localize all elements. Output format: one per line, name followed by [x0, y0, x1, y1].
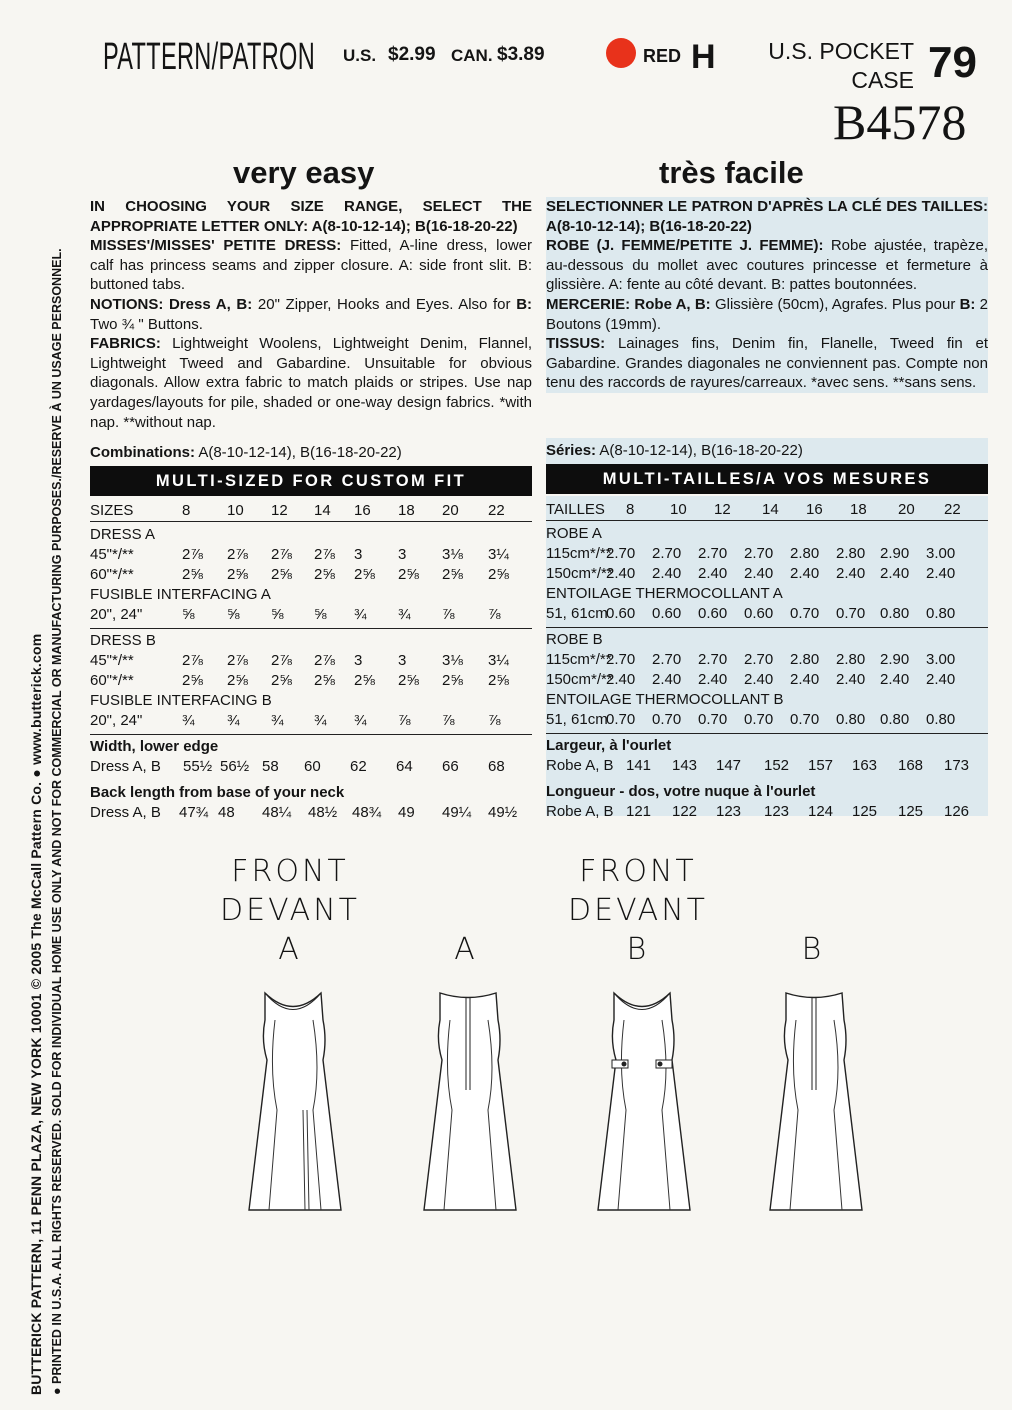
- width-header: [90, 738, 532, 758]
- us-label: U.S.: [343, 46, 377, 65]
- table-cell: 3¼: [488, 546, 509, 563]
- table-row: [90, 566, 532, 586]
- table-cell: 0.80: [880, 605, 910, 622]
- table-cell: 0.70: [606, 711, 636, 728]
- table-cell: ⅝: [314, 606, 327, 623]
- row-label: ENTOILAGE THERMOCOLLANT A: [546, 585, 783, 602]
- table-cell: 3: [398, 546, 407, 563]
- table-cell: ⅝: [182, 606, 195, 623]
- width-row: [546, 757, 988, 777]
- table-row: [90, 526, 532, 546]
- row-label: ROBE B: [546, 631, 603, 648]
- table-cell: 163: [852, 757, 878, 774]
- table-row: [546, 565, 988, 585]
- sizes-label: TAILLES: [546, 501, 605, 518]
- table-cell: 2.40: [836, 565, 866, 582]
- row-label: 20", 24": [90, 712, 143, 729]
- table-cell: 68: [488, 758, 505, 775]
- table-cell: ⅝: [227, 606, 240, 623]
- row-label: DRESS B: [90, 632, 156, 649]
- size-header: 12: [714, 501, 731, 518]
- table-cell: ⅞: [442, 606, 455, 623]
- series-fr: Séries: A(8-10-12-14), B(16-18-20-22): [546, 442, 803, 459]
- table-divider: [90, 734, 532, 735]
- title-english: very easy: [233, 155, 375, 190]
- table-cell: 2⅝: [354, 566, 375, 583]
- table-row: [90, 586, 532, 606]
- table-cell: 0.80: [836, 711, 866, 728]
- dress-a-front-illustration: [245, 990, 345, 1215]
- table-cell: 122: [672, 803, 698, 820]
- table-cell: 2⅞: [182, 546, 203, 563]
- row-label: 20", 24": [90, 606, 143, 623]
- row-label: Robe A, B: [546, 803, 614, 820]
- back-header: [90, 784, 532, 804]
- table-cell: 2.90: [880, 545, 910, 562]
- english-description: [90, 197, 532, 432]
- us-price: $2.99: [388, 44, 436, 65]
- size-header: 16: [806, 501, 823, 518]
- table-cell: 123: [716, 803, 742, 820]
- back-header: [546, 783, 988, 803]
- table-cell: 126: [944, 803, 970, 820]
- table-cell: 2.40: [606, 565, 636, 582]
- table-cell: 0.70: [652, 711, 682, 728]
- table-cell: 2⅞: [227, 546, 248, 563]
- table-cell: 2.80: [836, 545, 866, 562]
- table-cell: 2⅞: [271, 546, 292, 563]
- french-description: [546, 197, 988, 393]
- table-divider: [90, 521, 532, 522]
- size-header: 14: [762, 501, 779, 518]
- row-label: Dress A, B: [90, 804, 161, 821]
- table-cell: 60: [304, 758, 321, 775]
- table-cell: 2.40: [790, 671, 820, 688]
- pocket-number: 79: [928, 38, 977, 87]
- row-label: 150cm*/**: [546, 671, 613, 688]
- dress-description: MISSES'/MISSES' PETITE DRESS: Fitted, A-line dress, lower calf has princess seams and zipper closure. A: side front slit. B: buttoned tabs.: [90, 237, 532, 294]
- size-header: 8: [626, 501, 635, 518]
- table-cell: ⅝: [271, 606, 284, 623]
- table-row: [90, 606, 532, 626]
- table-cell: 2⅝: [182, 672, 203, 689]
- rights-line: ● PRINTED IN U.S.A. ALL RIGHTS RESERVED. SOLD FOR INDIVIDUAL HOME USE ONLY AND NOT FOR COMMERCIAL OR MANUFACTURING PURPOSES./RESERVE À UN USAGE PERSONNEL.: [50, 248, 64, 1395]
- table-cell: ¾: [182, 712, 195, 729]
- row-label: 60"*/**: [90, 566, 134, 583]
- back-row: [546, 803, 988, 823]
- table-cell: 2⅝: [271, 672, 292, 689]
- row-label: Dress A, B: [90, 758, 161, 775]
- table-cell: 2.40: [744, 565, 774, 582]
- table-cell: 124: [808, 803, 834, 820]
- table-cell: 143: [672, 757, 698, 774]
- width-label: Largeur, à l'ourlet: [546, 737, 672, 754]
- table-cell: 121: [626, 803, 652, 820]
- table-cell: 2.40: [652, 671, 682, 688]
- table-cell: 49½: [488, 804, 518, 821]
- table-cell: 157: [808, 757, 834, 774]
- table-cell: 125: [898, 803, 924, 820]
- front-label-a: FRONT DEVANT A: [220, 854, 360, 967]
- row-label: 45"*/**: [90, 546, 134, 563]
- table-cell: 58: [262, 758, 279, 775]
- table-cell: 3: [354, 652, 363, 669]
- size-header: 16: [354, 502, 371, 519]
- pattern-label: PATTERN/PATRON: [103, 36, 316, 78]
- table-cell: 2.40: [880, 565, 910, 582]
- table-cell: ¾: [398, 606, 411, 623]
- notions-fr: MERCERIE: Robe A, B: Glissière (50cm), Agrafes. Plus pour B: 2 Boutons (19mm).: [546, 295, 989, 333]
- table-cell: ¾: [354, 712, 367, 729]
- front-label-b: FRONT DEVANT B: [568, 854, 708, 967]
- table-cell: 66: [442, 758, 459, 775]
- size-header: 18: [850, 501, 867, 518]
- size-header: 22: [944, 501, 961, 518]
- dress-a-back-illustration: [420, 990, 520, 1215]
- table-cell: 3.00: [926, 545, 956, 562]
- row-label: FUSIBLE INTERFACING A: [90, 586, 271, 603]
- row-label: DRESS A: [90, 526, 156, 543]
- size-header: 12: [271, 502, 288, 519]
- sizes-row: [546, 501, 988, 521]
- table-cell: ¾: [271, 712, 284, 729]
- table-cell: 152: [764, 757, 790, 774]
- table-cell: 173: [944, 757, 970, 774]
- table-row: [90, 546, 532, 566]
- table-divider: [546, 733, 988, 734]
- table-row: [90, 712, 532, 732]
- table-cell: ⅞: [488, 606, 501, 623]
- table-cell: 0.80: [926, 711, 956, 728]
- table-cell: 2.40: [836, 671, 866, 688]
- table-row: [90, 652, 532, 672]
- table-cell: 2.40: [744, 671, 774, 688]
- pocket-line1: U.S. POCKET: [768, 38, 914, 64]
- table-cell: 123: [764, 803, 790, 820]
- table-cell: 2.40: [926, 565, 956, 582]
- combinations: Combinations: A(8-10-12-14), B(16-18-20-22): [90, 444, 402, 461]
- fabrics-fr: TISSUS: Lainages fins, Denim fin, Flanelle, Tweed fin et Gabardine. Grandes diagonales ne conviennent pas. Compte non tenu des raccords de rayures/carreaux. *avec sens. **sans sens.: [546, 335, 988, 392]
- table-row: [546, 631, 988, 651]
- row-label: 51, 61cm: [546, 711, 608, 728]
- table-cell: 49¼: [442, 804, 472, 821]
- table-row: [546, 691, 988, 711]
- table-cell: ¾: [354, 606, 367, 623]
- table-cell: 2.70: [606, 651, 636, 668]
- back-label: Back length from base of your neck: [90, 784, 345, 801]
- table-row: [546, 585, 988, 605]
- table-cell: 0.60: [698, 605, 728, 622]
- table-cell: 48: [218, 804, 235, 821]
- size-header: 18: [398, 502, 415, 519]
- table-cell: 2.80: [790, 651, 820, 668]
- back-label-a: A: [454, 932, 478, 967]
- width-row: [90, 758, 532, 778]
- table-cell: ¾: [227, 712, 240, 729]
- table-cell: 2⅝: [314, 566, 335, 583]
- table-cell: 2⅝: [442, 566, 463, 583]
- table-cell: 2⅝: [227, 672, 248, 689]
- size-header: 22: [488, 502, 505, 519]
- table-cell: 2⅝: [314, 672, 335, 689]
- color-code: RED: [643, 46, 682, 66]
- table-cell: 2.70: [652, 545, 682, 562]
- table-cell: 168: [898, 757, 924, 774]
- table-cell: 2.40: [698, 565, 728, 582]
- table-cell: 3⅛: [442, 652, 463, 669]
- table-row: [90, 672, 532, 692]
- size-letter: H: [691, 38, 716, 76]
- table-cell: 55½: [183, 758, 213, 775]
- table-cell: ¾: [314, 712, 327, 729]
- table-cell: 2⅞: [314, 652, 335, 669]
- table-cell: 0.60: [652, 605, 682, 622]
- table-row: [546, 545, 988, 565]
- table-cell: 2.40: [790, 565, 820, 582]
- back-row: [90, 804, 532, 824]
- band-english: MULTI-SIZED FOR CUSTOM FIT: [90, 466, 532, 496]
- size-header: 14: [314, 502, 331, 519]
- table-cell: 3: [398, 652, 407, 669]
- table-row: [546, 711, 988, 731]
- sizes-row: [90, 502, 532, 522]
- table-cell: 2.90: [880, 651, 910, 668]
- row-label: 60"*/**: [90, 672, 134, 689]
- table-cell: 2⅝: [182, 566, 203, 583]
- pattern-number: B4578: [833, 94, 967, 150]
- back-label-b: B: [801, 932, 825, 967]
- size-header: 8: [182, 502, 191, 519]
- row-label: 115cm*/**: [546, 651, 612, 668]
- pocket-line2: CASE: [851, 67, 914, 93]
- size-intro-fr: SELECTIONNER LE PATRON D'APRÈS LA CLÉ DES TAILLES: A(8-10-12-14); B(16-18-20-22): [546, 198, 988, 235]
- table-divider: [546, 627, 988, 628]
- sizes-label: SIZES: [90, 502, 134, 519]
- table-cell: 0.70: [790, 605, 820, 622]
- table-cell: 48¾: [352, 804, 382, 821]
- table-cell: 56½: [220, 758, 250, 775]
- table-cell: 0.60: [606, 605, 636, 622]
- table-cell: 0.60: [744, 605, 774, 622]
- width-header: [546, 737, 988, 757]
- table-cell: 2⅝: [227, 566, 248, 583]
- table-cell: 2.40: [606, 671, 636, 688]
- table-cell: 2.70: [744, 651, 774, 668]
- can-label: CAN.: [451, 46, 493, 65]
- table-row: [546, 605, 988, 625]
- table-cell: 2.80: [790, 545, 820, 562]
- table-row: [546, 651, 988, 671]
- pocket-case: [754, 37, 914, 95]
- table-cell: 0.70: [744, 711, 774, 728]
- row-label: FUSIBLE INTERFACING B: [90, 692, 272, 709]
- table-cell: 3¼: [488, 652, 509, 669]
- table-cell: 2.40: [926, 671, 956, 688]
- table-cell: 62: [350, 758, 367, 775]
- table-cell: 49: [398, 804, 415, 821]
- table-divider: [90, 628, 532, 629]
- fabrics: FABRICS: Lightweight Woolens, Lightweight Denim, Flannel, Lightweight Tweed and Gabardine. Unsuitable for obvious diagonals. Allow extra fabric to match plaids or stripes. Use nap yardages/layouts for pile, shaded or one-way design fabrics. *with nap. **without nap.: [90, 335, 532, 431]
- size-header: 10: [670, 501, 687, 518]
- table-cell: 2⅝: [398, 566, 419, 583]
- table-cell: 0.70: [790, 711, 820, 728]
- table-cell: 2.70: [698, 545, 728, 562]
- table-cell: 2⅞: [314, 546, 335, 563]
- table-cell: 2⅞: [182, 652, 203, 669]
- can-price: $3.89: [497, 44, 545, 65]
- size-header: 20: [898, 501, 915, 518]
- width-label: Width, lower edge: [90, 738, 219, 755]
- table-cell: 2.70: [744, 545, 774, 562]
- table-cell: 3⅛: [442, 546, 463, 563]
- table-cell: 47¾: [179, 804, 209, 821]
- table-cell: 0.70: [698, 711, 728, 728]
- dress-b-front-illustration: [594, 990, 694, 1215]
- table-cell: 0.80: [926, 605, 956, 622]
- table-cell: 2.70: [698, 651, 728, 668]
- table-cell: 0.80: [880, 711, 910, 728]
- table-divider: [546, 520, 988, 521]
- table-cell: 2⅞: [227, 652, 248, 669]
- table-cell: 2.40: [652, 565, 682, 582]
- table-cell: 2⅝: [488, 566, 509, 583]
- table-cell: 3.00: [926, 651, 956, 668]
- table-cell: ⅞: [398, 712, 411, 729]
- back-label: Longueur - dos, votre nuque à l'ourlet: [546, 783, 816, 800]
- table-cell: 2.80: [836, 651, 866, 668]
- row-label: 150cm*/**: [546, 565, 613, 582]
- row-label: ROBE A: [546, 525, 602, 542]
- table-cell: 125: [852, 803, 878, 820]
- row-label: 45"*/**: [90, 652, 134, 669]
- row-label: 51, 61cm: [546, 605, 608, 622]
- notions: NOTIONS: Dress A, B: 20" Zipper, Hooks and Eyes. Also for B: Two ¾ " Buttons.: [90, 295, 533, 333]
- sidebar: [18, 140, 78, 1400]
- table-row: [90, 632, 532, 652]
- table-cell: 2.70: [652, 651, 682, 668]
- row-label: Robe A, B: [546, 757, 614, 774]
- table-row: [90, 692, 532, 712]
- title-french: très facile: [659, 155, 804, 190]
- table-cell: 2⅝: [354, 672, 375, 689]
- row-label: ENTOILAGE THERMOCOLLANT B: [546, 691, 784, 708]
- table-cell: 48¼: [262, 804, 292, 821]
- table-cell: 3: [354, 546, 363, 563]
- table-cell: 2⅝: [488, 672, 509, 689]
- band-french: MULTI-TAILLES/A VOS MESURES: [546, 464, 988, 494]
- publisher-line: BUTTERICK PATTERN, 11 PENN PLAZA, NEW YORK 10001 © 2005 The McCall Pattern Co. ● www.butterick.com: [28, 633, 44, 1395]
- table-cell: 2⅝: [271, 566, 292, 583]
- size-header: 10: [227, 502, 244, 519]
- table-cell: 2.70: [606, 545, 636, 562]
- table-row: [546, 671, 988, 691]
- size-intro: IN CHOOSING YOUR SIZE RANGE, SELECT THE APPROPRIATE LETTER ONLY: A(8-10-12-14); B(16-18-20-22): [90, 198, 532, 235]
- dress-b-back-illustration: [766, 990, 866, 1215]
- table-cell: 2⅝: [398, 672, 419, 689]
- table-cell: 147: [716, 757, 742, 774]
- table-cell: ⅞: [488, 712, 501, 729]
- table-cell: 2⅝: [442, 672, 463, 689]
- table-cell: 141: [626, 757, 652, 774]
- red-dot-icon: [606, 38, 636, 68]
- row-label: 115cm*/**: [546, 545, 612, 562]
- table-cell: ⅞: [442, 712, 455, 729]
- table-row: [546, 525, 988, 545]
- dress-description-fr: ROBE (J. FEMME/PETITE J. FEMME): Robe ajustée, trapèze, au-dessous du mollet avec coutures princesse et fermeture à glissière. A: fente au côté devant. B: pattes boutonnées.: [546, 237, 988, 294]
- table-cell: 48½: [308, 804, 338, 821]
- table-cell: 64: [396, 758, 413, 775]
- size-header: 20: [442, 502, 459, 519]
- table-cell: 0.70: [836, 605, 866, 622]
- table-cell: 2.40: [698, 671, 728, 688]
- table-cell: 2⅞: [271, 652, 292, 669]
- table-cell: 2.40: [880, 671, 910, 688]
